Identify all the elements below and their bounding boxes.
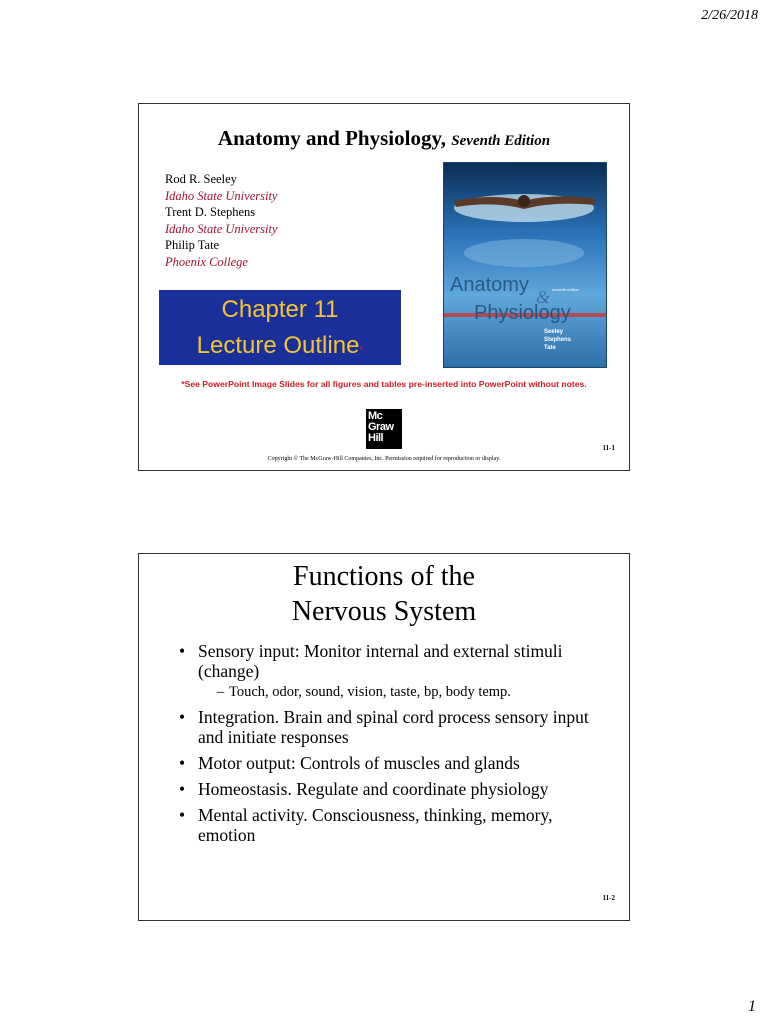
cover-author: Tate: [544, 345, 556, 351]
author-institution: Idaho State University: [165, 221, 278, 236]
book-title: Anatomy and Physiology,: [217, 126, 447, 150]
list-item: • Mental activity. Consciousness, thinking, memory, emotion: [179, 805, 603, 845]
mcgraw-hill-logo: Mc Graw Hill: [366, 409, 402, 449]
cover-title-anatomy: Anatomy: [450, 274, 529, 296]
author-institution: Idaho State University: [165, 188, 278, 203]
swimmer-cover-art: [444, 163, 606, 367]
author-name: Philip Tate: [165, 238, 220, 252]
author-list: [165, 171, 277, 270]
author-name: Trent D. Stephens: [165, 205, 256, 219]
chapter-asterisk: *: [359, 345, 364, 356]
cover-edition: seventh edition: [552, 287, 579, 292]
copyright-notice: Copyright © The McGraw-Hill Companies, Inc. Permission required for reproduction or display.: [267, 456, 501, 462]
cover-author: Stephens: [544, 337, 572, 343]
cover-author: Seeley: [544, 329, 564, 335]
sub-list-item: – Touch, odor, sound, vision, taste, bp, body temp.: [217, 684, 511, 700]
bullet-list: [179, 641, 603, 851]
slide-1: [138, 103, 630, 471]
list-item: • Integration. Brain and spinal cord process sensory input and initiate responses: [179, 707, 603, 747]
slide-number: 11-2: [602, 894, 615, 902]
slide-number: 11-1: [602, 444, 615, 452]
list-item: • Homeostasis. Regulate and coordinate physiology: [179, 779, 603, 799]
list-item: • Sensory input: Monitor internal and external stimuli (change) – Touch, odor, sound, vision, taste, bp, body temp.: [179, 641, 603, 701]
book-cover-image: [443, 162, 607, 368]
powerpoint-note: *See PowerPoint Image Slides for all figures and tables pre-inserted into PowerPoint without notes.: [181, 379, 587, 389]
page-date: 2/26/2018: [701, 8, 758, 23]
cover-title-physiology: Physiology: [474, 302, 571, 324]
book-edition: Seventh Edition: [451, 133, 551, 149]
slide-title: Functions of the Nervous System: [291, 561, 477, 627]
slide-2: [138, 553, 630, 921]
chapter-number: Chapter 11: [221, 296, 339, 323]
author-institution: Phoenix College: [165, 254, 248, 269]
author-name: Rod R. Seeley: [165, 172, 237, 186]
slide-title: [139, 126, 629, 151]
chapter-banner: [159, 290, 401, 365]
cover-ampersand: &: [536, 287, 551, 307]
page-number: 1: [748, 998, 756, 1015]
list-item: • Motor output: Controls of muscles and glands: [179, 753, 603, 773]
lecture-outline-label: Lecture Outline*: [196, 332, 364, 359]
